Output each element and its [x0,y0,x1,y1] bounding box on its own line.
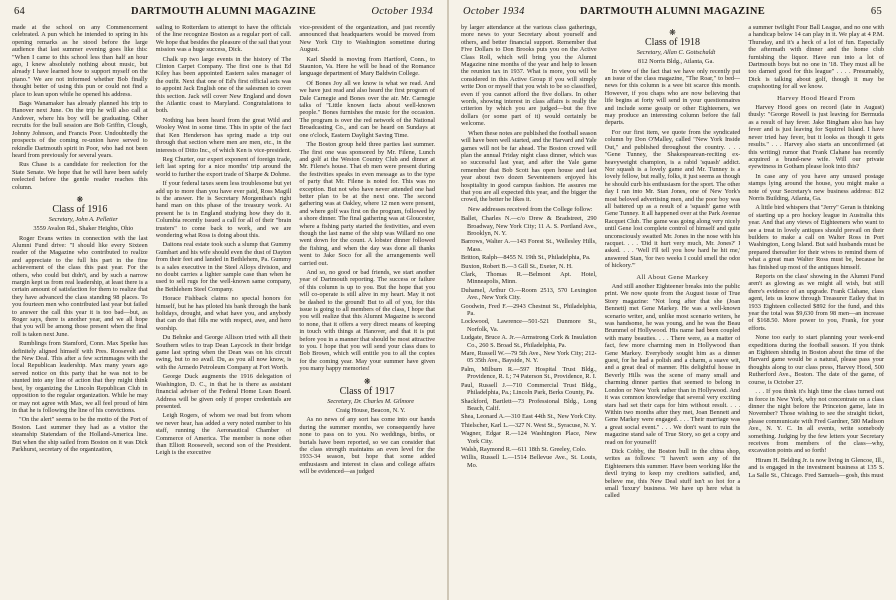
address-item: Mare, Russell W.—79 5th Ave., New York City; 212-05 35th Ave., Bayside, N. Y. [461,350,597,365]
running-title: DARTMOUTH ALUMNI MAGAZINE [579,6,766,17]
address-item: Walsh, Raymond R.—611 18th St. Greeley, Colo. [461,445,587,453]
paragraph: Chalk up two large events in the history of The Clinton Carpet Company. The first one is that Ed Kiley has been appointed Eastern sales manager of the outfit. Next that one of Ed's first official acts was to appoint Jack English one of the salesmen to cover this section. Jack will cover New England and down the Atlantic coast to Maryland. Congratulations to both. [155,55,292,115]
address-list [461,215,597,469]
paragraph: And so, no good or bad friends, we start another year of Dartmouth reporting. The success or failure of this column is up to you. But the hope that you will co-operate is still alive in my heart. May it not be dashed to the ground! But to all of you, for this issue is going to all members of the class, I hope that you will realize that this Alumni Magazine is second to none, that it offers a very direct means of keeping in touch with things at Hanover, and that it is put before you in a manner that should be most attractive to you. I hope that you will send your class dues to Bob Brown, which will entitle you to all the copies for the coming year. May your summer have given you many happy memories! [299,269,436,373]
paragraph: A little bird whispers that "Jerry" Geran is thinking of starting up a pro hockey league in Australia this year. And that any views of Eighteeners who want to see a treat in lovely antiques should prevail on their builders to make a call on Walter Ross in Port Washington, Long Island. But said husbands must be prepared thereafter for their wives to remind them of what a great man Walter Ross must be, because he has finished up most of the antiques himself. [748,204,885,271]
right-page [449,0,896,600]
class-heading: Class of 1918 [645,37,700,49]
left-page [0,0,447,600]
column-3 [299,24,435,596]
address-item: Paul, Russell J.—710 Commercial Trust Bldg., Philadelphia, Pa.; Lincoln Park, Berks County, Pa. [461,381,597,397]
page-number: 64 [14,6,26,17]
paragraph: by larger attendance at the various class gatherings, more news to your Secretary about yourself and others, and better financial support. Remember that Five Dollars to Don Brooks puts you on the Active Class Roll, which will bring you the Alumni Magazine nine months of the year and help to lessen the reunion tax in 1937. What is more, you will be considered in this Active Group if you will simply write Don or myself that you wish to be so classified, even if you cannot afford the five dollars. In other words, showing interest in class affairs is really the criterion by which you are judged—but the five dollars (or some part of it) would certainly be welcome. [461,24,597,128]
paragraph: Reports on the class' showing in the Alumni Fund aren't as glowing as we might all wish, but still there's evidence of an upgrade. Frank Clahane, class agent, lets us know through Treasurer Eatley that in 1933 Eighteen collected $892 for the fund, and this year the total was $9,630 from 98 men—an increase of $168.50. More power to you, Frank, for your efforts. [748,273,885,332]
paragraph: When these notes are published the football season will have been well started, and the Harvard and Yale games will not be far ahead. The Boston crowd will plan the annual Friday night class dinner, which was so successful last year, and after the Yale game remember that Bob Scott has open house and last year about two dozen Seventeeners enjoyed his hospitality in good campus fashion. He assures me that you are all expected this year, and the bigger the crowd, the better he likes it. [461,129,597,204]
paragraph: If your federal taxes seem less troublesome but yet add up to more than you have ever paid, Ross Magill is the answer. He is Secretary Morgenthau's right hand man on this phase of the treasury work. At present he is in England studying how they do it. Columbia recently issued a call for all of their "brain trusters" to come back to work, and we are wondering what Ross is doing about this. [155,180,292,239]
column-1 [461,24,597,596]
address-item: Palm, Milburn R.—597 Hospital Trust Bldg., Providence, R. I.; 74 Paterson St., Providence, R. I. [461,365,597,381]
address-item: Barrows, Walter A.—143 Forest St., Wellesley Hills, Mass. [461,238,597,253]
paragraph: a summer twilight Four Ball League, and no one with a handicap below 14 can play in it. We play at 4 P.M. Thursday, and it's a heck of a lot of fun. Especially the aftermath with dinner and the home club furnishing the liquor. Have run into a lot of Dartmouth boys but no one in '18. They must all be too darned good for this league" . . . . Presumably, Dick is talking about golf, though it may be crapshooting for all we know. [748,24,885,91]
class-secretary: Secretary, Dr. Charles M. Gilmore [327,397,415,405]
paragraph: "On the alert" seems to be the motto of the Port of Boston. Last summer they had as a visitor the steamship Statendam of the Holland-America line. But when the ship sailed from Boston on it was Dick Parkhurst, secretary of the organization, [12,416,148,453]
paragraph: New addresses received from the College follow: [468,205,593,213]
paragraph: George Duck augments the 1916 delegation of Washington, D. C., in that he is there as assistant financial adviser of the Federal Home Loan Board. Address will be given only if proper credentials are presented. [155,373,292,410]
paragraph: In view of the fact that we have only recently put an issue of the class magazine, "The Roar," to bed—news for this column is a wee bit scarce this month. However, if you chaps who are now believing that life begins at forty will send in your questionnaires and include some gossip or other Eighteeners, we may produce an interesting column before the fall departs. [604,67,741,127]
address-item: Wagner, Edgar R.—124 Washington Place, New York City. [461,430,597,445]
class-address: Craig House, Beacon, N. Y. [335,406,406,414]
column-3 [748,24,884,596]
running-title: DARTMOUTH ALUMNI MAGAZINE [130,6,317,17]
address-item: Shea, Leonard A.—310 East 44th St., New York City. [461,413,597,421]
text-columns [12,24,435,596]
paragraph: In case any of you have any unused postage stamps lying around the house, you might make a note of your Secretary's new business address: 812 Norris Building, Atlanta, Ga. [748,172,885,202]
paragraph: Roger Evans writes in connection with the last Alumni Fund drive: "I should like every Sixteen reader of the Magazine who contributed to realize and appreciate to the full his part in the fine achievement of the class this past year. For the others, who could but didn't, and by such a narrow margin kept us from real leadership, at least there is a certain amount of satisfaction for them to realize that they have advanced the class standing 98 places. To you fourteen men who contributed last year but failed to answer the call this year it is too bad—but, as Roger says, there is another year, and we all hope that you will be among those present when the final roll is taken next June. [12,234,148,338]
paragraph: Rus Chase is a candidate for reelection for the State Senate. We hope that he will have been safely reelected before the gentle reader reaches this column. [12,161,148,191]
paragraph: Karl Shedd is moving from Hartford, Conn., to Staunton, Va. Here he will be head of the Romance language department of Mary Baldwin College. [299,55,436,78]
paragraph: None too early to start planning your week-end expeditions during the football season. If you think an Eighteen shindig in Boston about the time of the Harvard game would be a natural, please pass your thoughts along to our class press, Harvey Hood, 500 Rutherford Ave., Boston. The date of the game, of course, is October 27. [748,334,885,386]
class-address: 3559 Avalon Rd., Shaker Heights, Ohio [33,225,134,233]
class-heading: Class of 1917 [339,386,395,398]
subheading: All About Gene Markey [636,273,709,281]
paragraph: For our first item, we quote from the syndicated column by Don O'Malley, called "New York Inside Out," and published throughout the country. . . . "Gene Tunney, the Shakespearean-reciting ex-heavyweight champion, is a rabid 'squash' addict. Nor squash is a lovely game and Mr. Tunney is a lovely fellow, but really, folks, it just seems as though he should curb his enthusiasm for the sport. The other day I ran into Mr. Stan Jones, one of New York's most beloved advertising men, and the poor boy was all battered up as a result of a 'squash' game with Gene Tunney. It all happened over at the Park Avenue Racquet Club. The game was going along very nicely until Gene lost complete control of himself and quite unconsciously swatted Mr. Jones in the nose with his racquet. . . . 'Did it hurt very much, Mr. Jones?' I asked. . . . 'Well I'll tell you how hard he hit me,' answered Stan, 'for two weeks I could smell the odor of hickory.'" [604,128,741,270]
paragraph: Of Bones Joy all we know is what we read. And we have just read and also heard the first program of Dale Carnegie and Bones over the air. Mr. Carnegie talks of "Little known facts about well-known people." Bones furnishes the music for the occasion. The program is over the red network of the National Broadcasting Co., and can be heard on Sundays at one o'clock, Eastern Daylight Saving Time. [299,79,436,139]
running-header [14,6,433,20]
address-item: Shackford, Bartlett—73 Professional Bldg., Long Beach, Calif. [461,397,597,412]
paragraph: Leigh Rogers, of whom we read but from whom we never hear, has added a very noted number to his staff, running the Aeronautical Chamber of Commerce of America. The member is none other than Elliott Roosevelt, second son of the President. Leigh is the executive [155,412,292,457]
paragraph: Bags Wanamaker has already planned his trip to Hanover next June. On the trip he will also call at Andover, where his boy will be graduating. Other recruits for the bull session are Bob Griffin, Clough, Johnny Johnson, and Francis Poor. Undoubtedly the prospects of the coming re-union have served to rekindle Dartmouth spirit in Poor, who had not been heard from previously for several years. [12,100,148,159]
address-item: Goodwin, Fred F.—2943 Chestnut St., Philadelphia, Pa. [461,302,597,318]
paragraph: Dick Cobby, the Boston bull in the china shop, writes as follows: "I haven't seen any of the Eighteeners this summer. Have been working like the devil trying to keep my creditors satisfied, and, believe me, this New Deal stuff isn't so hot for a small 'luxury' business. We have up here what is called [604,447,741,500]
subheading: Harvey Hood Heard From [777,94,856,102]
paragraph: Horace Fishback claims no special honors for himself, but he has piloted his bank through the bank holidays, drought, and what have you, and anybody that can do that fills me with respect, awe, and hero worship. [155,295,292,332]
paragraph: made at the school on any Commencement celebrated. A pun which he intended to spring in his opening remarks as he stood before the large audience that last summer evening goes like this: "When I came to this school less than half an hour ago, I knew absolutely nothing about music, but already I have learned how to support myself on the piano." We are not informed whether Bob finally thought better of using this pun or could not find a place to lean upon while he opened his address. [12,24,148,98]
address-item: Willis, Russell L.—1514 Bellevue Ave., St. Louis, Mo. [461,454,597,469]
paragraph: vice-president of the organization, and just recently announced that headquarters would be moved from New York City to Washington sometime during August. [299,24,436,54]
address-item: Duhamel, Arthur O.—Room 2513, 570 Lexington Ave., New York City. [461,286,597,302]
column-2 [156,24,292,596]
paragraph: The Boston group held three parties last summer. The first one was sponsored by Mr. Filene, Lunch and golf at the Weston Country Club and dinner at Mr. Filene's house. That eb men were present during the festivities speaks in even message as to the type of party that Mr. Filene is noted for. This was no exception. But not who have never attended one had better plan to be at the next one. The second gathering was at Oakley, where 12 men were present, and where golf was first on the program, followed by a shore dinner. The final gathering was at Gloucester, where a fishing party started the festivities, and even though the last name of the ship was Willard no one went down for the count. A lobster dinner followed the fishing, and when the day was done all thanks went to Jake Soco for all the arrangements well carried out. [299,141,436,267]
ornament-icon: ❋ [76,194,84,204]
paragraph: Reg Churter, our expert exponent of foreign trade, left last spring for a nice months' trip around the world to further the export trade of Sharpe & Dohme. [155,155,292,178]
paragraph: Hiram H. Belding Jr. is now living in Glencoe, Ill., and is engaged in the investment business at 135 S. La Salle St., Chicago. Fred Samuels—gosh, this must [748,456,885,479]
issue-date: October 1934 [371,6,433,17]
ornament-icon: ❋ [669,28,676,37]
paragraph: And still another Eighteener breaks into the public print. We now quote from the August issue of True Story magazine: "Not long after that she (Joan Bennett) met Gene Markey. He was a well-known scenario writer, and, unlike most scenario writers, he was handsome, he was young, and he was the Beau Brummel of Hollywood. His name had been coupled with many beauties. . . . There were, as a matter of fact, few more charming men in Hollywood than Gene Markey. Everybody sought him as a dinner guest, for he had a polish and a charm, a suave wit, and a great deal of manner. His delightful house in Beverly Hills was the scene of many small and charming dinner parties that seemed to belong in London or New York rather than in Hollywood. And it was common knowledge that several very exciting stars had set their caps for him without result. . . . Within two months after they met, Joan Bennett and Gene Markey were engaged. . . . Their marriage was a great social event." . . . We don't want to ruin the magazine stand sale of True Story, so get a copy and read on for yourself! [604,283,741,446]
address-item: Lockwood, Lawrence—501-521 Dunmore St., Norfolk, Va. [461,318,597,333]
running-header [463,6,882,20]
column-2 [605,24,741,596]
paragraph: Nothing has been heard from the great Wild and Wooley West in some time. This in spite of the fact that Ken Henderson has spring made a trip out through that section where men are men, etc., in the interests of Ditto Inc., of which Ken is vice-president. [155,116,292,154]
column-1 [12,24,148,596]
text-columns [461,24,884,596]
paragraph: . . . If you think it's high time the class turned out in force in New York, why not concentrate on a class dinner the night before the Princeton game, late in November? Those wishing to see the straight ticket, please communicate with Fred Gardner, 580 Madison Ave., N. Y. C. In all events, write somebody something. Judging by the few letters your Secretary receives from members of the class—why, excavation points and so forth! [748,388,885,455]
address-item: Thielscher, Karl L.—327 N. West St., Syracuse, N. Y. [461,421,597,429]
address-item: Ballet, Charles N.—c/o Drew & Bradstreet, 290 Broadway, New York City; 11 A. S. Portland Ave., Brooklyn, N. Y. [461,215,597,237]
paragraph: sailing to Rotterdam to attempt to have the officials of the line recognize Boston as a regular port of call. We hope that besides the pleasure of the sail that your mission was a huge success, Dick. [155,24,292,54]
address-item: Britton, Ralph—8455 N. 19th St., Philadelphia, Pa. [461,254,591,262]
ornament-icon: ❋ [363,376,371,386]
paragraph: As no news of any sort has come into our hands during the summer months, we consequently have none to pass on to you. No weddings, births, or burials have been reported, so we can consider that the class strength maintains an even level for the 1933-34 season, but hope that some added enthusiasm and interest in class and college affairs will be evidenced—as judged [299,416,436,476]
paragraph: Du Behnke and George Allison tried with all their Southern wiles to trap Dean Laycock in their bridge game last spring when the Dean was on his circuit swing, but to no avail. Du, as you all now know, is with the Armedo Petroleum Company at Fort Worth. [155,334,292,371]
paragraph: Daitons real estate took such a slump that Gummy Gumbart and his wife should even the dust of Dayton from their feet and landed in Bethlehem, Pa. Gummy is a sales executive in the Steel Alloys division, and no doubt carries a lighter sample case than when he used to sell rugs for the well-known same company, the Bethlehem Steel Company. [155,241,292,293]
paragraph: Rumblings from Stamford, Conn. Max Speike has definitely aligned himself with Pres. Roosevelt and the New Deal. This after a few scrimmages with the local Republican leadership. Max many years ago served notice on this party that he was not to be stunted into any line of action that they might think best, by organizing the Lincoln Republican Club in opposition to the regular organization. While he may or may not agree with Max, we all feel proud of him in that he is following the line of his convictions. [12,340,148,414]
address-item: Buxton, Robert B.—3 Gill St., Exeter, N. H. [461,262,573,270]
address-item: Ludgate, Bruce A. Jr.—Armstrong Cork & Insulation Co., 260 S. Broad St., Philadelphia, Pa. [461,334,597,349]
paragraph: Harvey Hood goes on record (late in August) thusly: "George Rowell is just leaving for Bermuda as a result of hay fever. Jake Bingham also has hay fever and is just leaving for Squirrel Island. I have never tried hay fever, but it looks as though it gets results." . . . Harvey also starts an unconfirmed (at this writing) rumor that Frank Clahane has recently acquired a brand-new wife. Will our private eyewitness in Gotham please look into this? [748,104,885,171]
class-secretary: Secretary, John A. Pelletier [48,215,118,223]
issue-date: October 1934 [463,6,525,17]
class-address: 812 Norris Bldg., Atlanta, Ga. [638,58,714,66]
address-item: Clark, Thomas R.—Belmont Apt. Hotel, Minneapolis, Minn. [461,271,597,286]
page-number: 65 [870,6,882,17]
class-secretary: Secretary, Allan C. Gottschaldt [636,48,716,56]
class-heading: Class of 1916 [52,204,108,216]
